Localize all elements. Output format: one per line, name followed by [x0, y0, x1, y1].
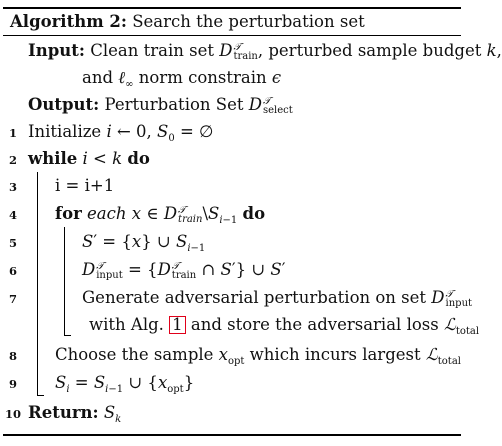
- line-number: 8: [8, 349, 17, 363]
- math-sub: total: [437, 356, 461, 367]
- math-symbol: ϵ: [271, 68, 282, 87]
- keyword: Return:: [28, 403, 99, 422]
- math-sub: input: [445, 297, 473, 309]
- algorithm-header: [10, 12, 365, 32]
- math-sub: opt: [227, 356, 245, 367]
- line-7-cont: with Alg. 1 and store the adversarial loss ℒ$_{total}$: [89, 315, 480, 337]
- algorithm-reference-link[interactable]: 1: [169, 316, 186, 334]
- line-number: 4: [8, 208, 17, 222]
- math-subsup: [172, 262, 196, 280]
- output-label: Output:: [28, 95, 100, 114]
- input-text: Clean train set: [90, 41, 220, 60]
- math-sub: ∞: [125, 79, 134, 90]
- math-sup: 𝒯: [445, 288, 454, 300]
- math-subsup: [233, 43, 257, 61]
- math-sup: 𝒯: [233, 41, 242, 53]
- math-sup: 𝒯: [96, 260, 104, 272]
- math-subsup: [263, 97, 293, 115]
- math-sub: select: [262, 104, 293, 116]
- line-number: 7: [8, 292, 17, 306]
- line-9: $S_i = S_{i-1}$ ∪ $\{x_{opt}\}$: [55, 373, 195, 395]
- line-number: 10: [5, 407, 22, 421]
- line-text: Choose the sample: [55, 345, 219, 364]
- line-8: Choose the sample $x_{opt}$ which incurs largest ℒ$_{total}$: [55, 345, 461, 367]
- math-symbol: D: [248, 95, 262, 114]
- math-symbol: D: [219, 41, 233, 60]
- line-number: 2: [8, 153, 17, 167]
- input-label: Input:: [28, 41, 85, 60]
- output-text: Perturbation Set: [104, 95, 249, 114]
- line-text: Initialize: [28, 122, 107, 141]
- algorithm-number: Algorithm 2:: [10, 12, 127, 31]
- math-sup: 𝒯: [262, 95, 271, 107]
- math-sub: total: [455, 326, 480, 337]
- line-text: and store the adversarial loss: [185, 315, 444, 334]
- math-sub: opt: [167, 384, 184, 395]
- input-line: Input: Clean train set D 𝒯 train , perturbed sample budget k,: [28, 41, 502, 62]
- line-1: Initialize i ← 0, $S_0$ = ∅: [28, 122, 214, 144]
- math-subsup: [96, 262, 123, 280]
- line-4: for each x ∈ D 𝒯 train $\backslash S_{i-1}$ do: [55, 204, 266, 226]
- top-rule: [3, 7, 461, 9]
- input-text: and: [82, 68, 119, 87]
- algorithm-title: Search the perturbation set: [132, 12, 365, 31]
- math-sub: train: [171, 269, 197, 281]
- keyword: do: [127, 149, 150, 168]
- for-block-bar: [64, 227, 65, 335]
- line-number: 9: [8, 377, 17, 391]
- line-text: Generate adversarial perturbation on set: [82, 288, 432, 307]
- while-block-bar: [37, 172, 38, 395]
- input-text: norm constrain: [133, 68, 272, 87]
- math-symbol: D: [163, 204, 178, 223]
- line-number: 1: [8, 126, 17, 140]
- line-number: 3: [8, 180, 17, 194]
- math-symbol: ℓ: [118, 68, 126, 87]
- line-5: S′ = {x} ∪ $S_{i-1}$: [82, 232, 206, 254]
- math-sub: input: [96, 269, 123, 281]
- math-subsup: [446, 290, 473, 308]
- line-3: i = i+1: [55, 176, 115, 195]
- line-number: 6: [8, 264, 17, 278]
- bottom-rule: [3, 434, 461, 436]
- header-rule: [3, 35, 461, 36]
- keyword: do: [242, 204, 266, 223]
- math-symbol: k: [486, 41, 497, 60]
- output-line: [28, 95, 293, 115]
- line-2: while i < k do: [28, 149, 150, 168]
- line-text: which incurs largest: [244, 345, 426, 364]
- math-symbol: D: [431, 288, 445, 307]
- line-6: D 𝒯 input = {D 𝒯 train ∩ S′} ∪ S′: [82, 260, 286, 281]
- math-sub: train: [178, 213, 203, 225]
- keyword: while: [28, 149, 78, 168]
- math-sup: 𝒯: [178, 204, 186, 216]
- line-number: 5: [8, 236, 17, 250]
- math-sub: train: [233, 50, 258, 62]
- line-7: [82, 288, 472, 308]
- keyword: for: [55, 204, 82, 223]
- for-block-end: [64, 335, 71, 336]
- while-block-end: [37, 395, 44, 396]
- math-symbol: D: [82, 260, 96, 279]
- line-10: Return: $S_k$: [28, 403, 122, 425]
- math-symbol: D: [157, 260, 171, 279]
- math-subsup: [178, 206, 202, 224]
- input-line-cont: [82, 68, 281, 95]
- input-text: , perturbed sample budget: [257, 41, 487, 60]
- keyword: each: [87, 204, 127, 223]
- line-text: with Alg.: [89, 315, 170, 334]
- math-sup: 𝒯: [171, 260, 180, 272]
